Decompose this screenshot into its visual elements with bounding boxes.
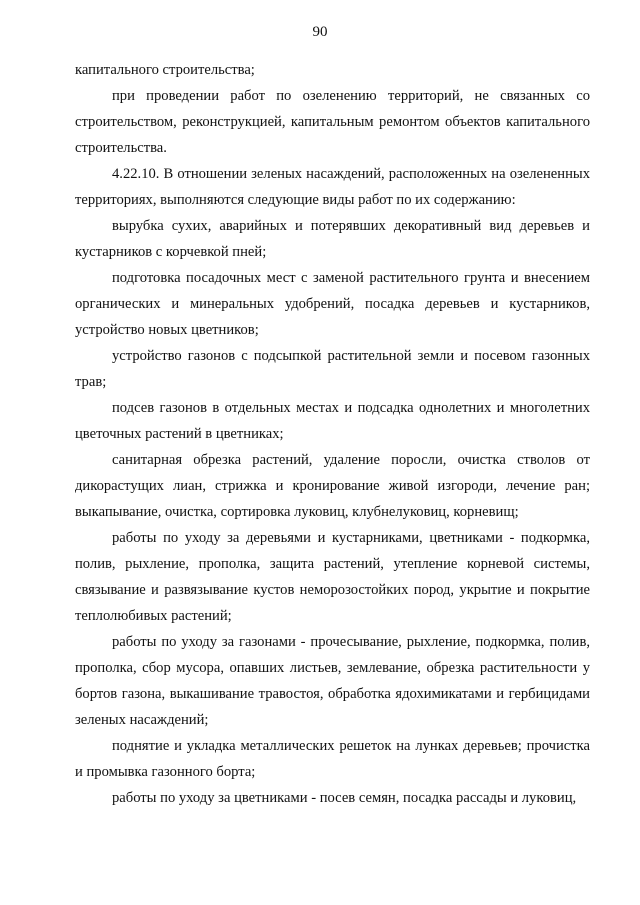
- paragraph-lawn-installation: устройство газонов с подсыпкой растительной земли и посевом газонных трав;: [75, 348, 590, 390]
- document-body: [75, 57, 590, 811]
- paragraph-continuation: капитального строительства;: [75, 62, 255, 78]
- page-number: 90: [312, 24, 328, 40]
- paragraph-tree-felling: вырубка сухих, аварийных и потерявших декоративный вид деревьев и кустарников с корчевкой пней;: [75, 218, 590, 260]
- paragraph-planting-preparation: подготовка посадочных мест с заменой растительного грунта и внесением органических и минеральных удобрений, посадка деревьев и кустарников, устройство новых цветников;: [75, 270, 590, 338]
- paragraph-flowerbed-care: работы по уходу за цветниками - посев семян, посадка рассады и луковиц,: [112, 790, 577, 806]
- paragraph-lawn-overseeding: подсев газонов в отдельных местах и подсадка однолетних и многолетних цветочных растений в цветниках;: [75, 400, 590, 442]
- paragraph-tree-shrub-care: работы по уходу за деревьями и кустарниками, цветниками - подкормка, полив, рыхление, прополка, защита растений, утепление корневой системы, связывание и развязывание кустов неморозостойких пород, укрытие и покрытие теплолюбивых растений;: [75, 530, 590, 624]
- paragraph-grates-lifting: поднятие и укладка металлических решеток на лунках деревьев; прочистка и промывка газонного борта;: [75, 738, 590, 780]
- paragraph-sanitary-pruning: санитарная обрезка растений, удаление поросли, очистка стволов от дикорастущих лиан, стрижка и кронирование живой изгороди, лечение ран; выкапывание, очистка, сортировка луковиц, клубнелуковиц, корневищ;: [75, 452, 590, 520]
- paragraph-section-4-22-10: 4.22.10. В отношении зеленых насаждений, расположенных на озелененных территориях, выполняются следующие виды работ по их содержанию:: [75, 166, 590, 208]
- paragraph-lawn-care: работы по уходу за газонами - прочесывание, рыхление, подкормка, полив, прополка, сбор мусора, опавших листьев, землевание, обрезка растительности у бортов газона, выкашивание травостоя, обработка ядохимикатами и гербицидами зеленых насаждений;: [75, 634, 590, 728]
- paragraph-landscaping-works: при проведении работ по озеленению территорий, не связанных со строительством, реконструкцией, капитальным ремонтом объектов капитального строительства.: [75, 88, 590, 156]
